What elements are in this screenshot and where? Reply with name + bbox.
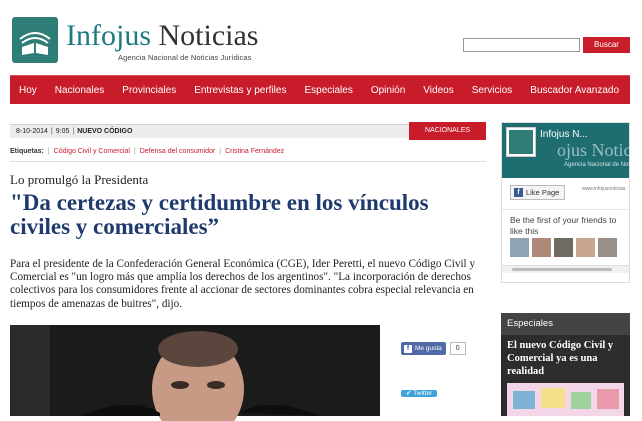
especiales-box xyxy=(501,313,630,416)
article-headline: "Da certezas y certidumbre en los vínculos civiles y comerciales” xyxy=(10,190,429,239)
divider xyxy=(10,161,486,162)
tags-label: Etiquetas: xyxy=(10,148,44,155)
meta-separator: | xyxy=(50,128,53,135)
nav-item-buscador-avanzado[interactable]: Buscador Avanzado xyxy=(530,84,620,96)
especiales-title[interactable]: El nuevo Código Civil y Comercial ya es una realidad xyxy=(507,340,614,377)
divider xyxy=(502,209,629,210)
nav-item-especiales[interactable]: Especiales xyxy=(304,84,353,96)
friend-avatar[interactable] xyxy=(598,238,617,257)
friend-avatars xyxy=(510,238,617,257)
search-button[interactable]: Buscar xyxy=(583,37,630,53)
site-tagline: Agencia Nacional de Noticias Jurídicas xyxy=(118,53,252,62)
site-name-part1: Infojus xyxy=(66,19,151,52)
nav-item-videos[interactable]: Videos xyxy=(423,84,454,96)
facebook-page-name[interactable]: Infojus N... xyxy=(540,129,588,140)
widget-scrollbar[interactable] xyxy=(502,265,629,273)
main-nav xyxy=(10,75,630,104)
facebook-cover[interactable] xyxy=(502,123,642,178)
site-name[interactable] xyxy=(66,20,258,52)
article-time: 9:05 xyxy=(55,128,70,135)
facebook-share xyxy=(401,342,466,355)
article-lead: Para el presidente de la Confederación General Económica (CGE), Ider Peretti, el nuevo Código Civil y Comercial es "un logro más que amplía los derechos de los argentinos". "La incorporación de derechos colectivos para los consumidores frente al accionar de sectores dominantes cobra especial relevancia en tiempos de amenazas de buitres", dijo. xyxy=(10,258,476,310)
facebook-page-avatar[interactable] xyxy=(506,127,536,157)
nav-item-hoy[interactable]: Hoy xyxy=(19,84,37,96)
tag-link[interactable]: Código Civil y Comercial xyxy=(53,148,130,155)
cover-subtitle: Agencia Nacional de Noticias xyxy=(564,162,642,168)
twitter-label: Twitter xyxy=(413,390,433,397)
facebook-like-page-button[interactable] xyxy=(510,185,565,200)
nav-item-servicios[interactable]: Servicios xyxy=(471,84,513,96)
friend-avatar[interactable] xyxy=(532,238,551,257)
facebook-page-widget xyxy=(501,122,642,283)
cover-brand-text: ojus Notic xyxy=(557,140,632,160)
tag-separator: | xyxy=(219,148,222,155)
search-input[interactable] xyxy=(463,38,580,52)
especiales-image[interactable] xyxy=(507,383,624,416)
site-name-part2: Noticias xyxy=(158,19,259,52)
friend-avatar[interactable] xyxy=(554,238,573,257)
article-photo xyxy=(10,325,380,416)
article-meta-bar xyxy=(10,124,409,138)
twitter-icon: ✔ xyxy=(406,390,414,397)
facebook-url: www.infojusnoticias xyxy=(582,186,626,192)
article-kicker: Lo promulgó la Presidenta xyxy=(10,172,149,187)
facebook-friends-text: Be the first of your friends to like this xyxy=(510,215,617,236)
facebook-like-label: Me gusta xyxy=(415,345,442,352)
nav-item-opinion[interactable]: Opinión xyxy=(370,84,406,96)
article-date: 8-10-2014 xyxy=(16,128,48,135)
facebook-like-count: 0 xyxy=(450,342,466,355)
meta-separator: | xyxy=(72,128,75,135)
nav-item-entrevistas[interactable]: Entrevistas y perfiles xyxy=(194,84,287,96)
facebook-icon: f xyxy=(404,345,412,353)
twitter-button[interactable] xyxy=(401,390,437,397)
especiales-heading[interactable]: Especiales xyxy=(501,313,630,335)
like-page-label: Like Page xyxy=(526,188,560,197)
article-tags xyxy=(10,148,284,155)
tag-link[interactable]: Defensa del consumidor xyxy=(139,148,216,155)
section-tab-nacionales[interactable]: NACIONALES xyxy=(409,122,486,140)
book-icon xyxy=(12,17,58,63)
avatar-logo xyxy=(509,130,533,154)
tag-link[interactable]: Cristina Fernández xyxy=(225,148,285,155)
facebook-icon: f xyxy=(514,188,523,197)
nav-item-nacionales[interactable]: Nacionales xyxy=(54,84,105,96)
friend-avatar[interactable] xyxy=(576,238,595,257)
facebook-like-button[interactable] xyxy=(401,342,446,355)
site-logo[interactable] xyxy=(12,17,58,63)
tag-separator: | xyxy=(47,148,50,155)
nav-item-provinciales[interactable]: Provinciales xyxy=(122,84,177,96)
article-category: NUEVO CÓDIGO xyxy=(77,128,133,135)
scrollbar-thumb[interactable] xyxy=(512,268,612,271)
friend-avatar[interactable] xyxy=(510,238,529,257)
twitter-share xyxy=(401,382,437,400)
tag-separator: | xyxy=(133,148,136,155)
